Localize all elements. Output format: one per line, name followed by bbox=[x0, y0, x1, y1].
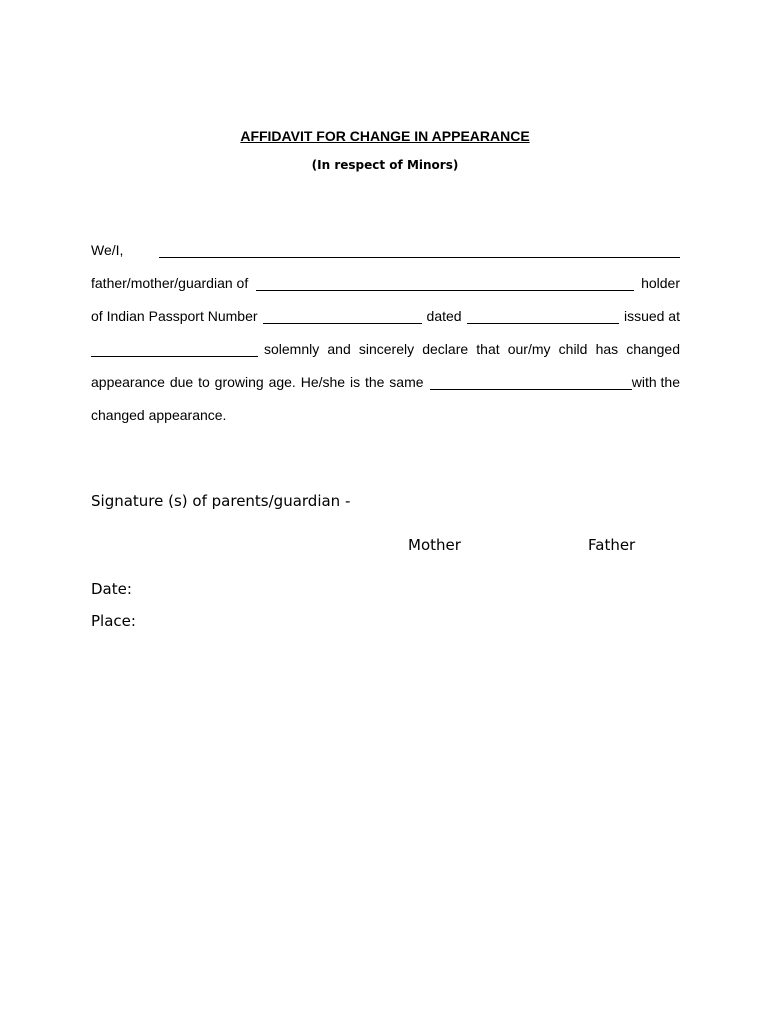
mother-label: Mother bbox=[408, 536, 461, 554]
document-subtitle: (In respect of Minors) bbox=[311, 158, 459, 172]
place-label: Place: bbox=[91, 612, 136, 630]
same-person-blank[interactable] bbox=[430, 375, 632, 390]
passport-number-blank[interactable] bbox=[263, 309, 422, 324]
passport-number-label: of Indian Passport Number bbox=[91, 308, 258, 324]
we-i-label: We/I, bbox=[91, 242, 124, 258]
child-name-blank[interactable] bbox=[256, 276, 634, 291]
changed-appearance-line bbox=[91, 407, 226, 423]
declaration-line bbox=[91, 341, 680, 357]
declaration-text: solemnly and sincerely declare that our/my child has changed bbox=[264, 341, 680, 357]
signature-label: Signature (s) of parents/guardian - bbox=[91, 492, 351, 510]
with-the-label: with the bbox=[631, 374, 680, 390]
issued-at-label: issued at bbox=[623, 308, 680, 324]
passport-line bbox=[91, 308, 680, 324]
appearance-line bbox=[91, 374, 680, 390]
passport-date-blank[interactable] bbox=[467, 309, 619, 324]
guardian-line bbox=[91, 275, 680, 291]
document-title: AFFIDAVIT FOR CHANGE IN APPEARANCE bbox=[240, 128, 530, 144]
dated-label: dated bbox=[426, 308, 462, 324]
holder-label: holder bbox=[641, 275, 680, 291]
appearance-text: appearance due to growing age. He/she is the same bbox=[91, 374, 424, 390]
guardian-label: father/mother/guardian of bbox=[91, 275, 249, 291]
father-label: Father bbox=[588, 536, 636, 554]
declarant-line bbox=[91, 242, 680, 258]
declarant-name-blank[interactable] bbox=[159, 243, 680, 258]
changed-appearance-text: changed appearance. bbox=[91, 407, 227, 423]
issue-place-blank[interactable] bbox=[91, 342, 258, 357]
date-label: Date: bbox=[91, 580, 132, 598]
